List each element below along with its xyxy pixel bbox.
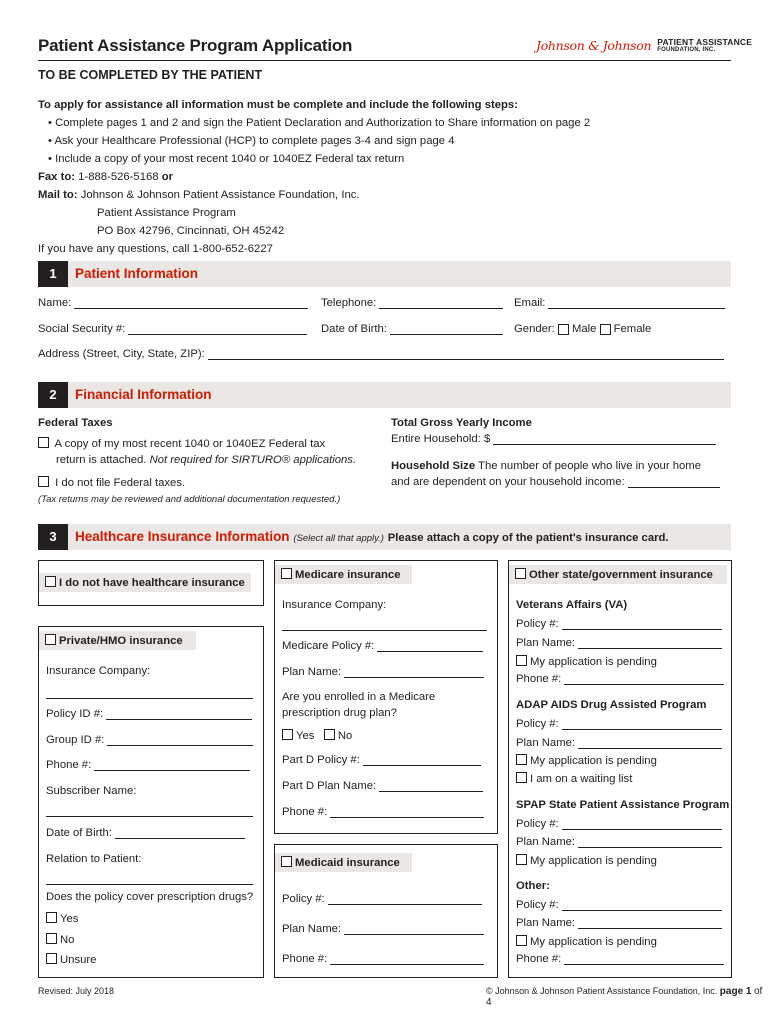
step-item: • Complete pages 1 and 2 and sign the Patient Declaration and Authorization to Share information on page 2 xyxy=(48,117,591,129)
va-pending-option: My application is pending xyxy=(516,655,657,668)
medicare-question: Are you enrolled in a Medicare xyxy=(282,691,436,703)
spap-title: SPAP State Patient Assistance Program xyxy=(516,799,730,811)
partd-no-checkbox[interactable] xyxy=(324,729,335,740)
section-title: Patient Information xyxy=(75,266,199,281)
partd-policy-field[interactable]: Part D Policy #: xyxy=(282,754,481,766)
va-title: Veterans Affairs (VA) xyxy=(516,599,628,611)
email-field[interactable]: Email: xyxy=(514,297,725,309)
female-checkbox[interactable] xyxy=(600,324,611,335)
address-field[interactable]: Address (Street, City, State, ZIP): xyxy=(38,348,724,360)
mail-line: Patient Assistance Program xyxy=(97,207,236,219)
section-2-header xyxy=(38,382,731,408)
male-checkbox[interactable] xyxy=(558,324,569,335)
other-pending-checkbox[interactable] xyxy=(516,935,527,946)
subscriber-label: Subscriber Name: xyxy=(46,785,137,797)
medicaid-phone-field[interactable]: Phone #: xyxy=(282,953,484,965)
private-insurance-checkbox[interactable] xyxy=(45,634,56,645)
tax-note: (Tax returns may be reviewed and additional documentation requested.) xyxy=(38,494,341,505)
medicare-option: Medicare insurance xyxy=(275,565,412,584)
spap-pending-option: My application is pending xyxy=(516,854,657,867)
gender-field: Gender: Male Female xyxy=(514,323,652,335)
rx-unsure-option: Unsure xyxy=(46,953,96,966)
no-tax-option: I do not file Federal taxes. xyxy=(38,476,185,489)
medicare-policy-field[interactable]: Medicare Policy #: xyxy=(282,640,483,652)
other-insurance-option: Other state/government insurance xyxy=(509,565,727,584)
federal-taxes-heading: Federal Taxes xyxy=(38,417,113,429)
private-company-line[interactable] xyxy=(46,687,253,699)
medicaid-checkbox[interactable] xyxy=(281,856,292,867)
no-tax-checkbox[interactable] xyxy=(38,476,49,487)
logo-line1: PATIENT ASSISTANCE xyxy=(657,37,753,47)
adap-plan-field[interactable]: Plan Name: xyxy=(516,737,722,749)
other-phone-field[interactable]: Phone #: xyxy=(516,953,724,965)
other-insurance-checkbox[interactable] xyxy=(515,568,526,579)
adap-waiting-option: I am on a waiting list xyxy=(516,772,632,785)
section-number: 2 xyxy=(38,382,68,408)
private-dob-field[interactable]: Date of Birth: xyxy=(46,827,245,839)
partd-plan-field[interactable]: Part D Plan Name: xyxy=(282,780,483,792)
ssn-field[interactable]: Social Security #: xyxy=(38,323,307,335)
va-phone-field[interactable]: Phone #: xyxy=(516,673,724,685)
mail-line: PO Box 42796, Cincinnati, OH 45242 xyxy=(97,225,285,237)
step-item: • Include a copy of your most recent 1040 or 1040EZ Federal tax return xyxy=(48,153,405,165)
spap-plan-field[interactable]: Plan Name: xyxy=(516,836,722,848)
va-policy-field[interactable]: Policy #: xyxy=(516,618,722,630)
other-plan-field[interactable]: Plan Name: xyxy=(516,917,722,929)
tax-return-option: A copy of my most recent 1040 or 1040EZ Federal tax xyxy=(38,437,325,450)
other-insurance-box xyxy=(508,560,732,978)
section-3-header xyxy=(38,524,731,550)
medicare-box xyxy=(274,560,498,834)
income-heading: Total Gross Yearly Income xyxy=(391,417,532,429)
private-insurance-box xyxy=(38,626,264,978)
medicare-company-line[interactable] xyxy=(282,619,487,631)
logo-text xyxy=(657,38,752,54)
household-size-text: Household Size The number of people who live in your home xyxy=(391,460,701,472)
medicare-checkbox[interactable] xyxy=(281,568,292,579)
medicaid-option: Medicaid insurance xyxy=(275,853,412,872)
section-1-header xyxy=(38,261,731,287)
subscriber-line[interactable] xyxy=(46,805,253,817)
other-policy-field[interactable]: Policy #: xyxy=(516,899,722,911)
dob-field[interactable]: Date of Birth: xyxy=(321,323,503,335)
rx-no-option: No xyxy=(46,933,74,946)
instructions-lead: To apply for assistance all information must be complete and include the following steps: xyxy=(38,99,518,111)
other-title: Other: xyxy=(516,880,550,892)
instructions xyxy=(38,96,738,258)
rx-unsure-checkbox[interactable] xyxy=(46,953,57,964)
no-insurance-box xyxy=(38,560,264,606)
private-phone-field[interactable]: Phone #: xyxy=(46,759,250,771)
adap-pending-checkbox[interactable] xyxy=(516,754,527,765)
medicaid-policy-field[interactable]: Policy #: xyxy=(282,893,482,905)
no-insurance-checkbox[interactable] xyxy=(45,576,56,587)
spap-pending-checkbox[interactable] xyxy=(516,854,527,865)
revised-date: Revised: July 2018 xyxy=(38,986,115,996)
medicaid-plan-field[interactable]: Plan Name: xyxy=(282,923,484,935)
private-policy-field[interactable]: Policy ID #: xyxy=(46,708,252,720)
other-pending-option: My application is pending xyxy=(516,935,657,948)
logo-script: Johnson & Johnson xyxy=(536,38,652,53)
medicare-question-cont: prescription drug plan? xyxy=(282,707,397,719)
logo-line2: FOUNDATION, INC. xyxy=(657,47,716,53)
no-insurance-option: I do not have healthcare insurance xyxy=(39,573,251,592)
page-title: Patient Assistance Program Application xyxy=(38,36,353,55)
va-plan-field[interactable]: Plan Name: xyxy=(516,637,722,649)
tax-return-option-cont: return is attached. Not required for SIRTURO® applications. xyxy=(56,454,357,466)
adap-waiting-checkbox[interactable] xyxy=(516,772,527,783)
header-rule xyxy=(38,60,731,61)
medicaid-box xyxy=(274,844,498,978)
household-income-field[interactable]: Entire Household: $ xyxy=(391,433,716,445)
partd-yes-checkbox[interactable] xyxy=(282,729,293,740)
section-number: 1 xyxy=(38,261,68,287)
section-number: 3 xyxy=(38,524,68,550)
medicare-company-label: Insurance Company: xyxy=(282,599,387,611)
private-insurance-option: Private/HMO insurance xyxy=(39,631,196,650)
private-company-label: Insurance Company: xyxy=(46,665,151,677)
adap-policy-field[interactable]: Policy #: xyxy=(516,718,722,730)
page-footer: © Johnson & Johnson Patient Assistance Foundation, Inc. page 1 of 4 xyxy=(486,986,763,1008)
step-item: • Ask your Healthcare Professional (HCP) to complete pages 3-4 and sign page 4 xyxy=(48,135,455,147)
completion-heading: TO BE COMPLETED BY THE PATIENT xyxy=(38,68,263,82)
mail-line: Mail to: Johnson & Johnson Patient Assistance Foundation, Inc. xyxy=(38,189,360,201)
jnj-logo xyxy=(536,38,752,54)
rx-question: Does the policy cover prescription drugs? xyxy=(46,891,254,903)
rx-yes-checkbox[interactable] xyxy=(46,912,57,923)
adap-title: ADAP AIDS Drug Assisted Program xyxy=(516,699,707,711)
name-field[interactable]: Name: xyxy=(38,297,308,309)
relation-label: Relation to Patient: xyxy=(46,853,142,865)
household-size-field[interactable]: and are dependent on your household income: xyxy=(391,476,720,488)
medicare-plan-field[interactable]: Plan Name: xyxy=(282,666,484,678)
section-title: Financial Information xyxy=(75,387,212,402)
section-title: Healthcare Insurance Information (Select all that apply.) Please attach a copy of the patient's insurance card. xyxy=(75,529,669,544)
medicare-phone-field[interactable]: Phone #: xyxy=(282,806,484,818)
adap-pending-option: My application is pending xyxy=(516,754,657,767)
questions-line: If you have any questions, call 1-800-652-6227 xyxy=(38,243,273,255)
tax-return-checkbox[interactable] xyxy=(38,437,49,448)
va-pending-checkbox[interactable] xyxy=(516,655,527,666)
telephone-field[interactable]: Telephone: xyxy=(321,297,503,309)
spap-policy-field[interactable]: Policy #: xyxy=(516,818,722,830)
rx-no-checkbox[interactable] xyxy=(46,933,57,944)
rx-yes-option: Yes xyxy=(46,912,78,925)
private-group-field[interactable]: Group ID #: xyxy=(46,734,253,746)
fax-line: Fax to: 1-888-526-5168 or xyxy=(38,171,174,183)
partd-yes-no: Yes No xyxy=(282,729,352,742)
relation-line[interactable] xyxy=(46,873,253,885)
